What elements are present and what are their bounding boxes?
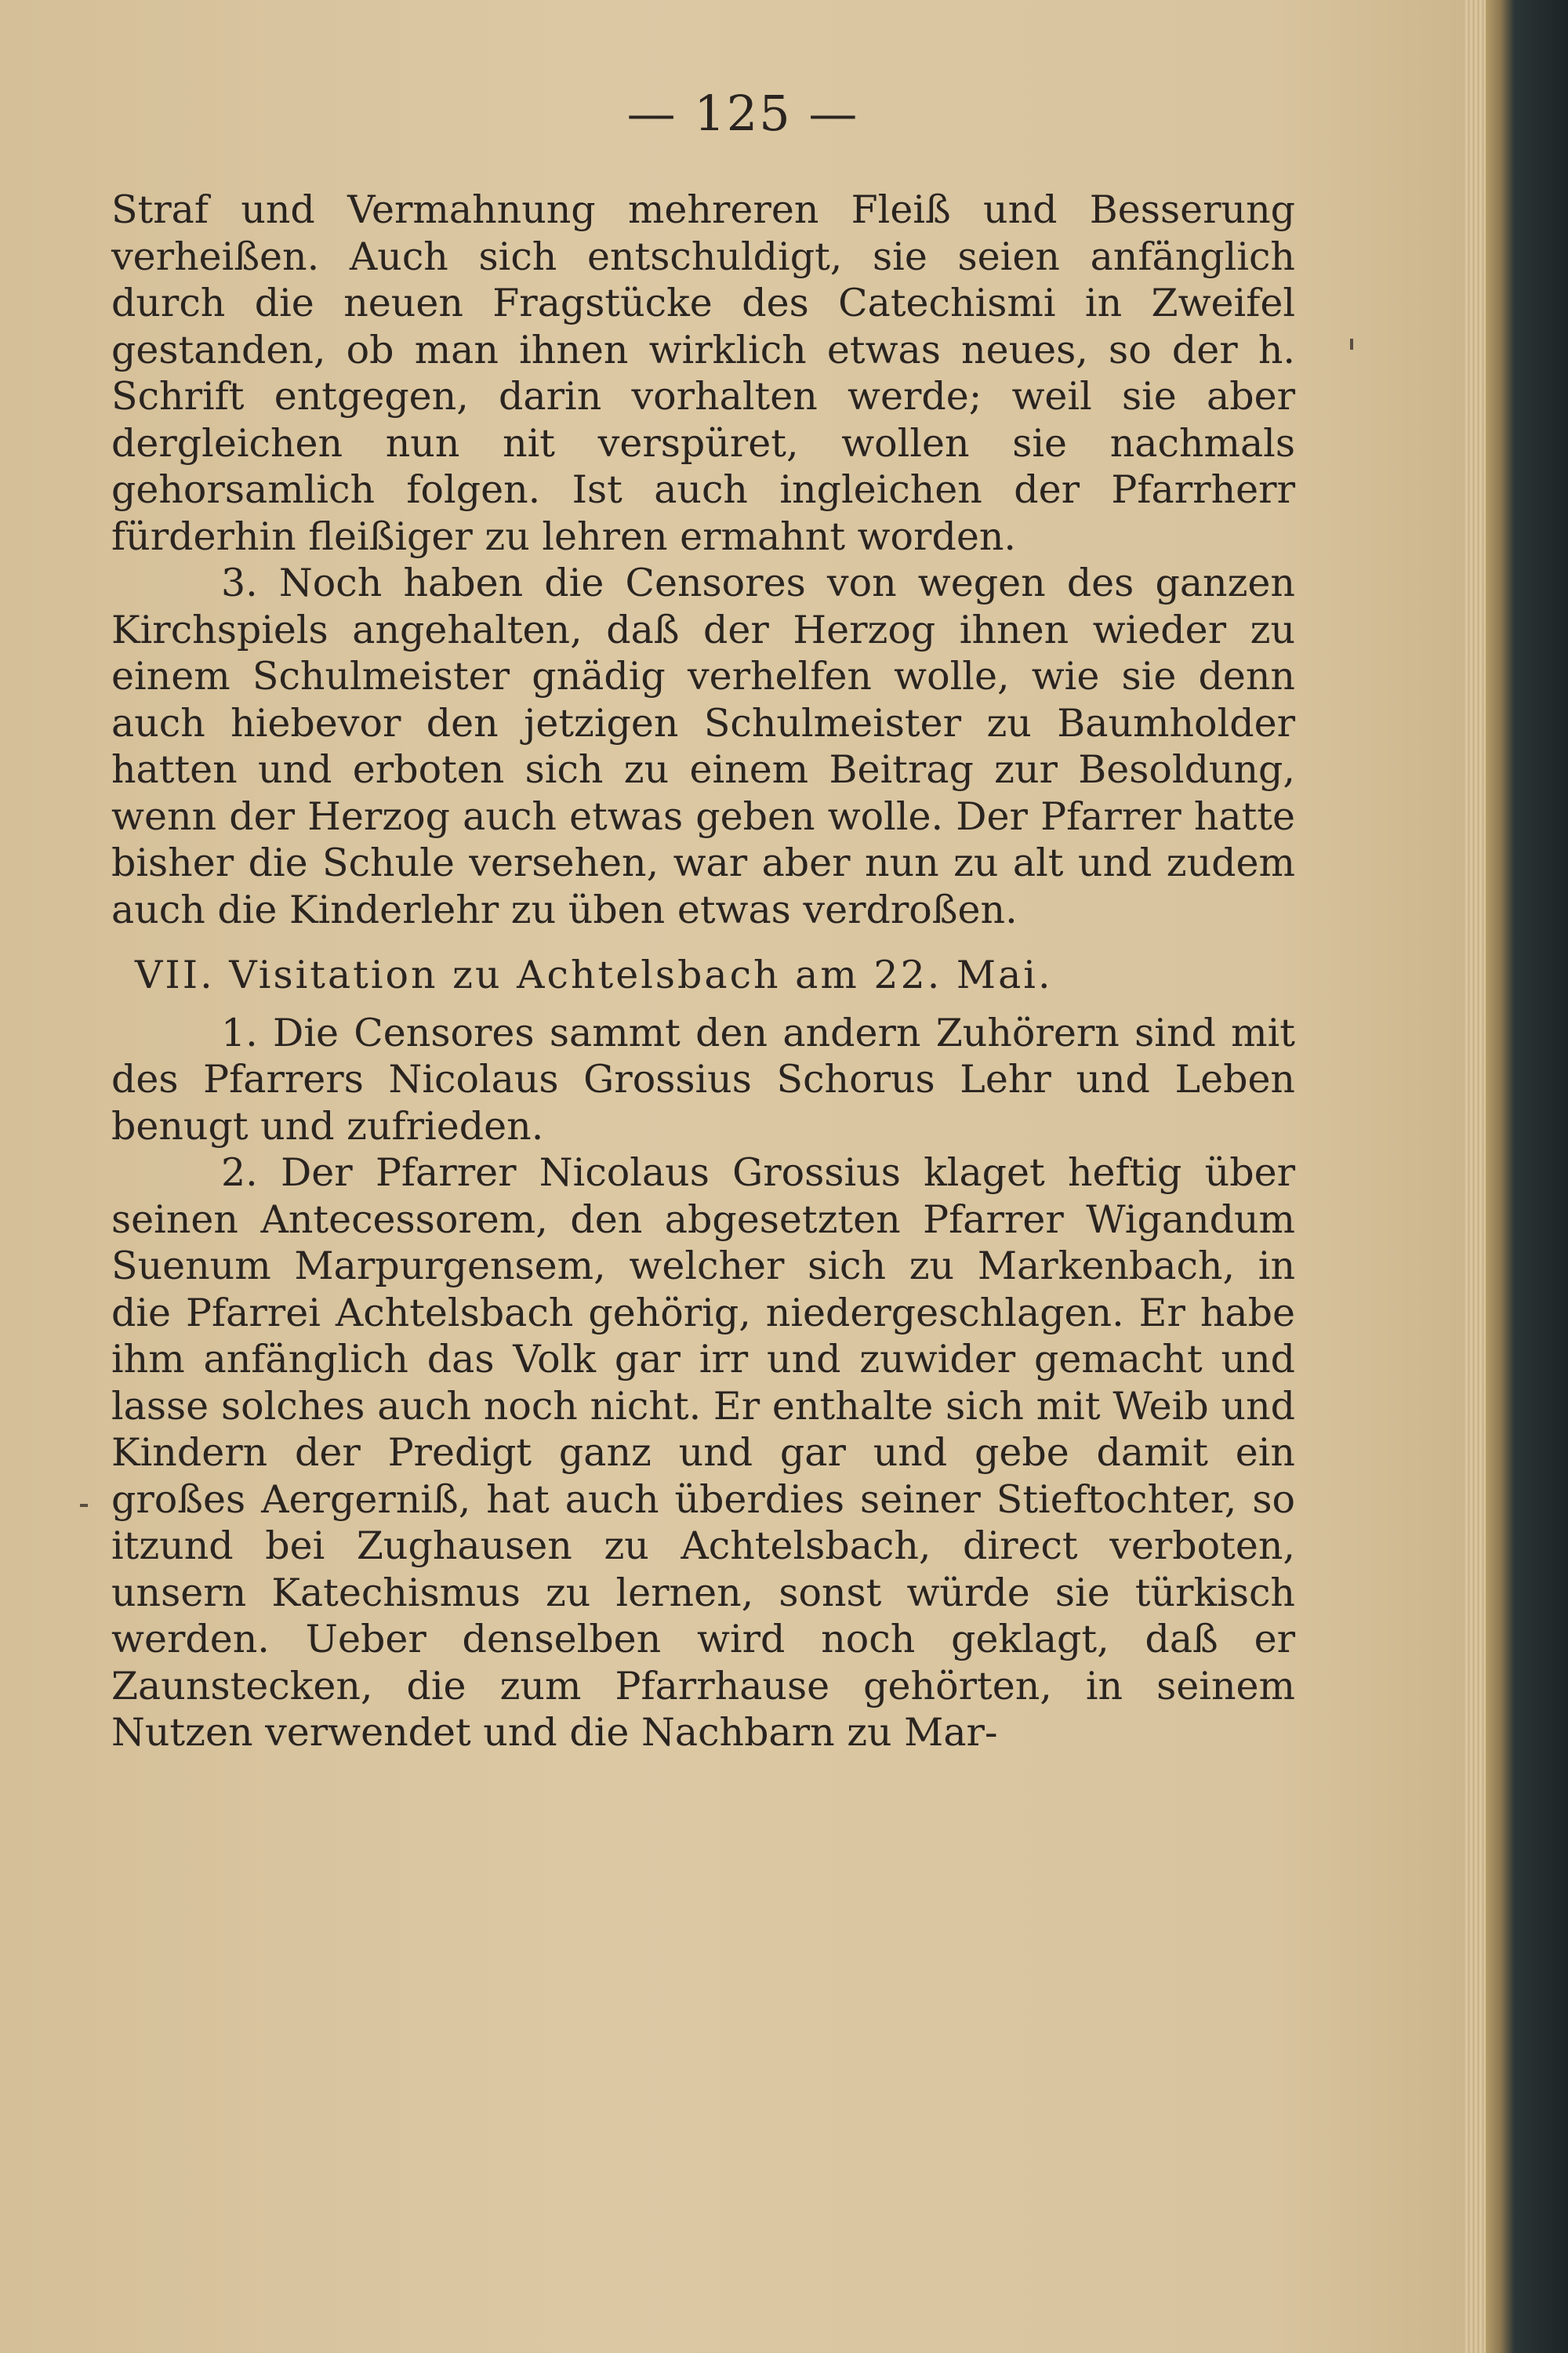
page-number: — 125 — xyxy=(626,85,859,142)
margin-mark xyxy=(1350,339,1353,350)
book-cover-edge xyxy=(1486,0,1568,2353)
body-text xyxy=(111,187,1295,1756)
paragraph-3: 3. Noch haben die Censores von wegen des ganzen Kirchspiels angehalten, daß der Herzog ihnen wieder zu einem Schulmeister gnädig verhelfen wolle, wie sie denn auch hiebevor den jetzigen Schulmeister zu Baumholder hatten und erboten sich zu einem Beitrag zur Besoldung, wenn der Herzog auch etwas geben wolle. Der Pfarrer hatte bisher die Schule versehen, war aber nun zu alt und zudem auch die Kinderlehr zu üben etwas verdroßen. xyxy=(111,561,1295,932)
margin-mark xyxy=(80,1504,88,1507)
paragraph-2: 2. Der Pfarrer Nicolaus Grossius klaget heftig über seinen Antecessorem, den abgesetzten Pfarrer Wigandum Suenum Marpurgensem, welcher sich zu Markenbach, in die Pfarrei Achtelsbach gehörig, niedergeschlagen. Er habe ihm anfänglich das Volk gar irr und zuwider gemacht und lasse solches auch noch nicht. Er enthalte sich mit Weib und Kindern der Predigt ganz und gar und gebe damit ein großes Aergerniß, hat auch überdies seiner Stieftochter, so itzund bei Zughausen zu Achtelsbach, direct verboten, unsern Katechismus zu lernen, sonst würde sie türkisch werden. Ueber denselben wird noch geklagt, daß er Zaunstecken, die zum Pfarrhause gehörten, in seinem Nutzen verwendet und die Nachbarn zu Mar- xyxy=(111,1150,1295,1755)
paragraph-1: 1. Die Censores sammt den andern Zuhörern sind mit des Pfarrers Nicolaus Grossius Schorus Lehr und Leben benugt und zufrieden. xyxy=(111,1010,1295,1149)
paragraph-continued: Straf und Vermahnung mehreren Fleiß und Besserung verheißen. Auch sich entschuldigt, sie seien anfänglich durch die neuen Fragstücke des Catechismi in Zweifel gestanden, ob man ihnen wirklich etwas neues, so der h. Schrift entgegen, darin vorhalten werde; weil sie aber dergleichen nun nit verspüret, wollen sie nachmals gehorsamlich folgen. Ist auch ingleichen der Pfarrherr fürderhin fleißiger zu lehren ermahnt worden. xyxy=(111,187,1295,559)
section-heading: VII. Visitation zu Achtelsbach am 22. Mai. xyxy=(135,953,1053,997)
